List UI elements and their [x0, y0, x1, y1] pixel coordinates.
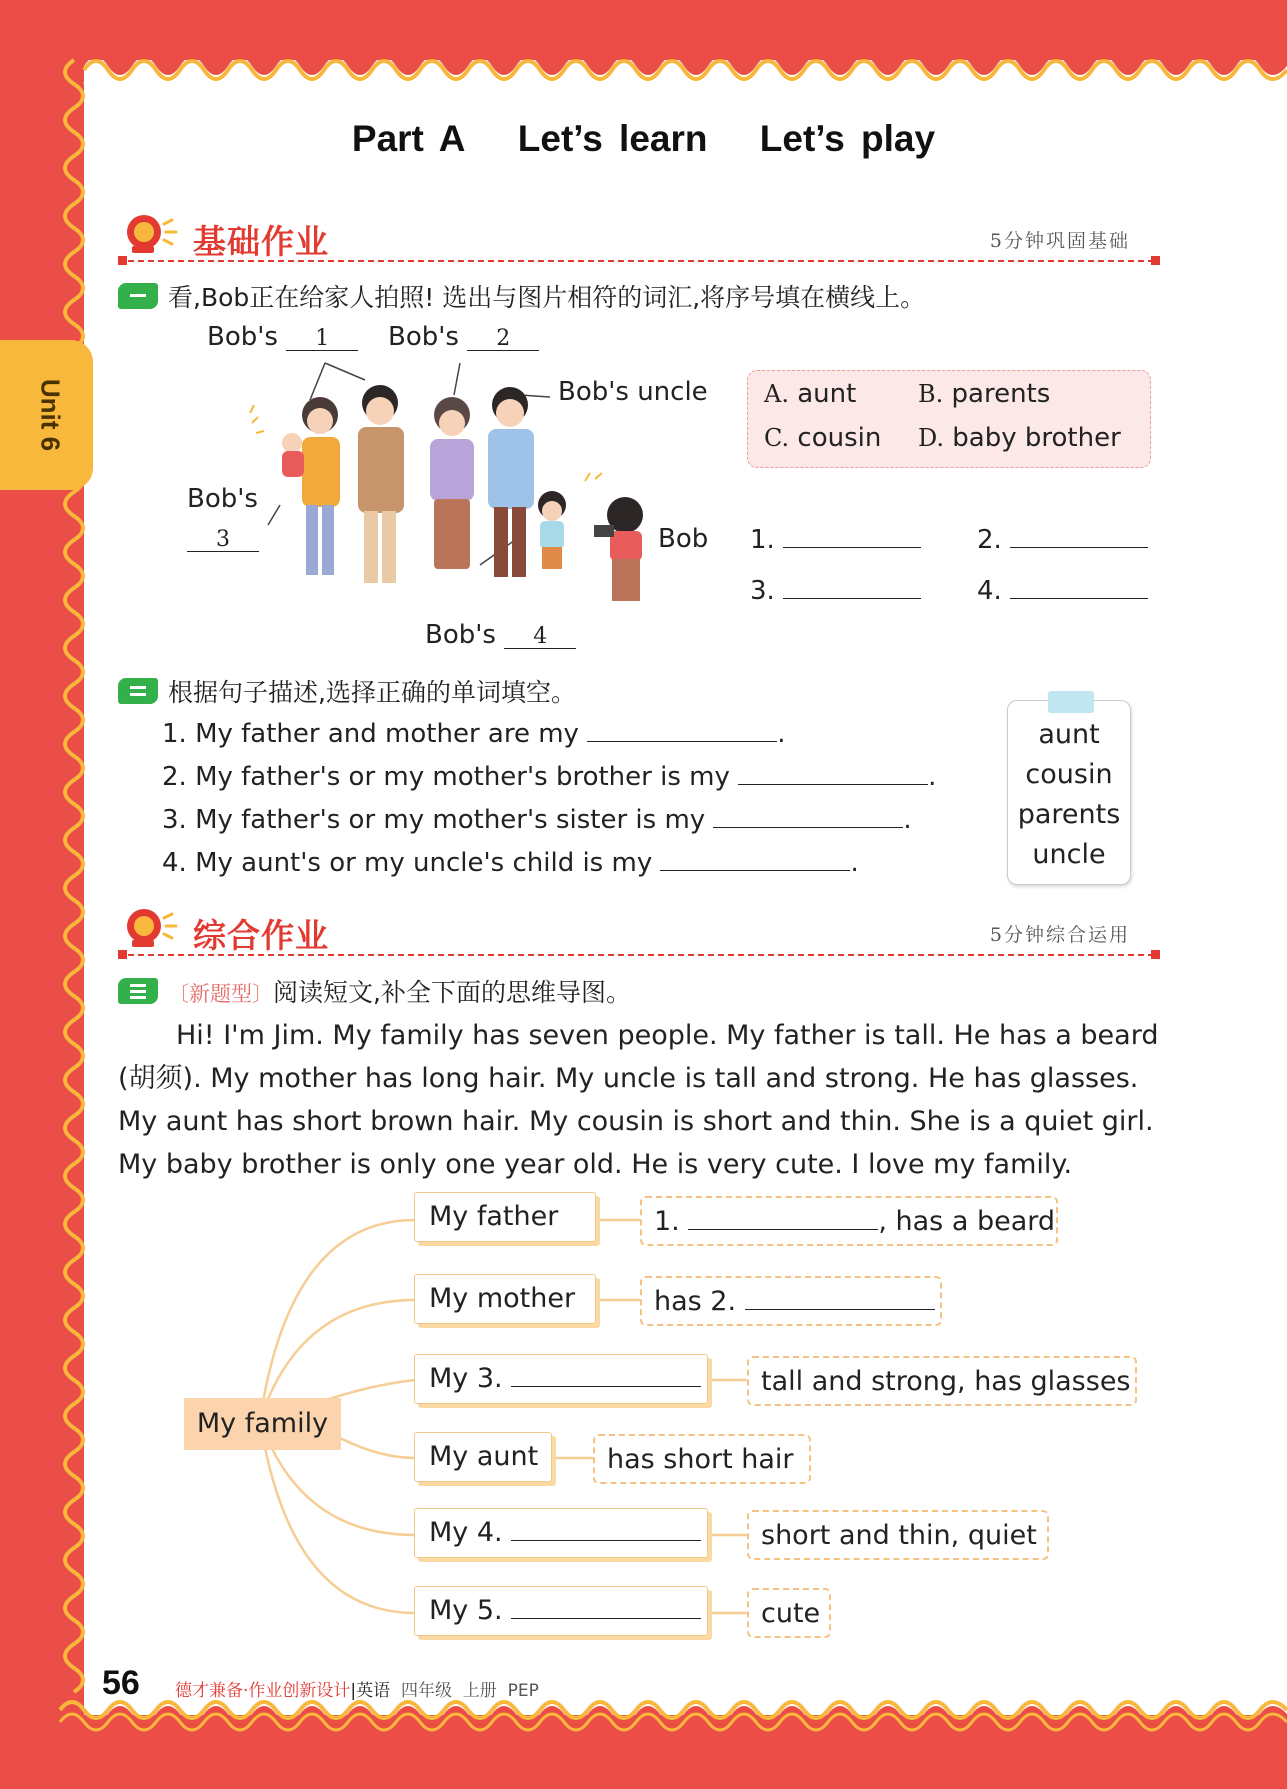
unit-tab[interactable] — [0, 340, 93, 490]
label-bobs-3: Bob's — [187, 484, 258, 514]
section-rule — [118, 954, 1154, 956]
section-label-basic: 基础作业 — [193, 222, 329, 261]
footer-edition: PEP — [507, 1681, 539, 1701]
sentence-4: 4. My aunt's or my uncle's child is my . — [162, 848, 859, 878]
mindmap-blank-2[interactable] — [745, 1286, 935, 1310]
answer-1: 1. — [750, 524, 921, 555]
mindmap-member-2: My mother — [414, 1274, 596, 1324]
label-bobs-text: Bob's — [207, 322, 278, 352]
sentence-3-blank[interactable] — [713, 804, 903, 828]
mindmap-desc-1: 1. , has a beard — [640, 1196, 1058, 1246]
word-bank-item: cousin — [1025, 759, 1113, 790]
new-type-tag: 〔新题型〕 — [168, 982, 273, 1006]
mindmap-desc-4: has short hair — [593, 1434, 811, 1484]
word-bank-item: parents — [1017, 799, 1121, 830]
mindmap-member-1: My father — [414, 1192, 596, 1242]
blank-1[interactable]: 1 — [286, 327, 358, 351]
question-1-instruction: 看,Bob正在给家人拍照! 选出与图片相符的词汇,将序号填在横线上。 — [168, 283, 926, 312]
blank-2[interactable]: 2 — [467, 327, 539, 351]
answer-3-blank[interactable] — [783, 575, 921, 599]
mindmap-desc-6: cute — [747, 1588, 831, 1638]
mindmap-member-5: My 4. — [414, 1508, 708, 1558]
word-bank-item: aunt — [1038, 719, 1100, 750]
sentence-3: 3. My father's or my mother's sister is my . — [162, 805, 912, 835]
left-wave-border — [0, 0, 100, 1789]
footer-series: 德才兼备·作业创新设计|英语 四年级 上册 PEP — [175, 1681, 539, 1701]
answer-3: 3. — [750, 575, 921, 606]
footer-series-name: 德才兼备·作业创新设计 — [175, 1681, 351, 1701]
word-bank-note — [1007, 700, 1131, 885]
title-learn: Let’s learn — [517, 118, 708, 159]
rule-marker — [1151, 950, 1160, 959]
rule-marker — [118, 950, 127, 959]
label-bobs-1 — [207, 322, 358, 352]
label-bobs-text: Bob's — [388, 322, 459, 352]
passage-line: My baby brother is only one year old. He is very cute. I love my family. — [118, 1149, 1073, 1180]
label-bobs-4 — [425, 620, 576, 650]
passage-line: My aunt has short brown hair. My cousin is short and thin. She is a quiet girl. — [118, 1106, 1154, 1137]
label-bob: Bob — [658, 524, 709, 554]
label-blank-3-wrap — [187, 523, 259, 553]
page-number: 56 — [102, 1664, 140, 1702]
option-a: A. aunt — [764, 379, 857, 409]
reading-passage — [118, 1014, 1163, 1186]
unit-tab-label: Unit 6 — [35, 378, 66, 452]
section-rule — [118, 260, 1154, 262]
option-d: D. baby brother — [918, 423, 1121, 453]
question-2-badge — [118, 678, 158, 704]
mindmap-desc-2: has 2. — [640, 1276, 942, 1326]
question-3-badge — [118, 978, 158, 1004]
mindmap-desc-5: short and thin, quiet — [747, 1510, 1049, 1560]
sentence-1: 1. My father and mother are my . — [162, 719, 786, 749]
label-bobs-text: Bob's — [425, 620, 496, 650]
mindmap-blank-3[interactable] — [511, 1363, 701, 1387]
answer-4: 4. — [977, 575, 1148, 606]
top-wave-edge — [0, 0, 1287, 110]
bottom-wave-border — [0, 1690, 1287, 1789]
mindmap-blank-4[interactable] — [511, 1517, 701, 1541]
answer-1-blank[interactable] — [783, 524, 921, 548]
option-b: B. parents — [918, 379, 1051, 409]
answer-2-blank[interactable] — [1010, 524, 1148, 548]
title-part: Part A — [351, 118, 466, 159]
answer-4-blank[interactable] — [1010, 575, 1148, 599]
label-bobs-2 — [388, 322, 539, 352]
question-2-instruction: 根据句子描述,选择正确的单词填空。 — [168, 678, 576, 707]
option-c: C. cousin — [764, 423, 882, 453]
sentence-2-blank[interactable] — [738, 761, 928, 785]
sentence-1-blank[interactable] — [587, 718, 777, 742]
blank-4[interactable]: 4 — [504, 625, 576, 649]
label-bobs-uncle: Bob's uncle — [558, 377, 708, 407]
mindmap-blank-1[interactable] — [688, 1206, 878, 1230]
options-box — [747, 370, 1151, 468]
question-3-instruction: 〔新题型〕阅读短文,补全下面的思维导图。 — [168, 978, 631, 1007]
footer-grade: 四年级 — [400, 1681, 452, 1701]
passage-line: Hi! I'm Jim. My family has seven people. My father is tall. He has a beard — [176, 1020, 1159, 1051]
sentence-2: 2. My father's or my mother's brother is my . — [162, 762, 937, 792]
passage-line: (胡须). My mother has long hair. My uncle is tall and strong. He has glasses. — [118, 1063, 1139, 1094]
word-bank-item: uncle — [1032, 839, 1106, 870]
footer-subject: 英语 — [356, 1681, 391, 1701]
section-aside-comprehensive: 5分钟综合运用 — [989, 924, 1130, 946]
footer-term: 上册 — [462, 1681, 497, 1701]
rule-marker — [118, 256, 127, 265]
mindmap-blank-5[interactable] — [511, 1595, 701, 1619]
sentence-4-blank[interactable] — [660, 847, 850, 871]
section-header-basic — [118, 212, 1160, 272]
lightbulb-icon — [124, 212, 178, 264]
mindmap-root: My family — [184, 1398, 341, 1450]
title-play: Let’s play — [759, 118, 936, 159]
note-clip — [1048, 691, 1094, 713]
mindmap-member-6: My 5. — [414, 1586, 708, 1636]
section-header-comprehensive — [118, 906, 1160, 966]
answer-2: 2. — [977, 524, 1148, 555]
lightbulb-icon — [124, 906, 178, 958]
section-label-comprehensive: 综合作业 — [193, 916, 329, 955]
page-title — [0, 118, 1287, 160]
rule-marker — [1151, 256, 1160, 265]
question-1-badge — [118, 283, 158, 309]
mindmap-member-4: My aunt — [414, 1432, 552, 1482]
mindmap-desc-3: tall and strong, has glasses — [747, 1356, 1137, 1406]
mindmap-member-3: My 3. — [414, 1354, 708, 1404]
blank-3[interactable]: 3 — [187, 528, 259, 552]
section-aside-basic: 5分钟巩固基础 — [989, 230, 1130, 252]
